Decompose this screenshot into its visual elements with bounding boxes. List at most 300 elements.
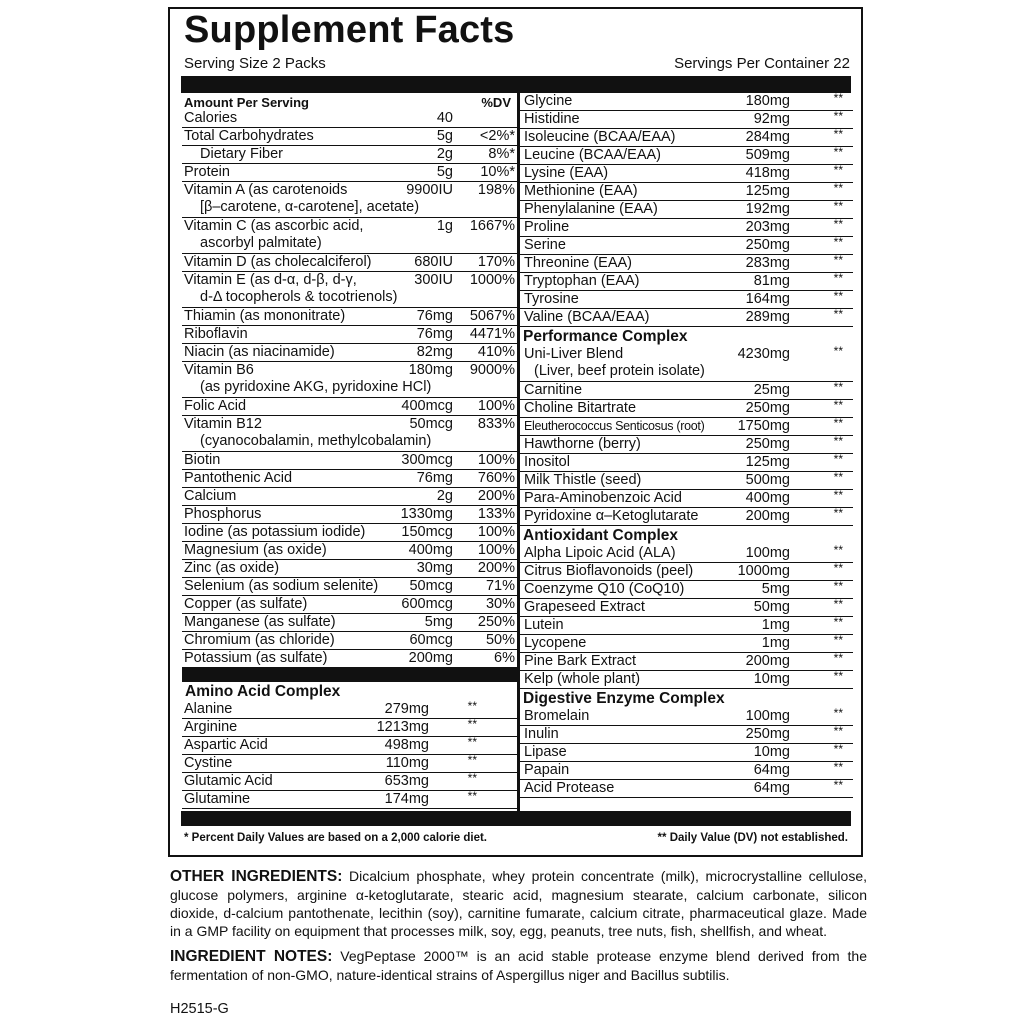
- nutrient-row: [520, 309, 853, 327]
- section-title-performance: [520, 327, 853, 346]
- nutrient-amount: 92mg: [753, 111, 790, 127]
- nutrient-amount: 2g: [436, 146, 453, 162]
- nutrient-dv: **: [833, 633, 843, 647]
- nutrient-row: [520, 183, 853, 201]
- nutrient-name: Proline: [524, 219, 570, 235]
- nutrient-name: Bromelain: [524, 708, 590, 724]
- nutrient-row: [520, 726, 853, 744]
- nutrient-amount: 200mg: [408, 650, 453, 666]
- nutrient-amount: 400mg: [408, 542, 453, 558]
- nutrient-row: [182, 416, 517, 452]
- ingredient-notes-text: VegPeptase 2000™ is an acid stable protease enzyme blend derived from the fermentation of non-GMO, nature-identical strains of Aspergillus niger and Bacillus subtilis.: [170, 948, 867, 983]
- nutrient-amount: 100mg: [745, 708, 790, 724]
- nutrient-row: [520, 545, 853, 563]
- nutrient-dv: 4471%: [469, 326, 515, 342]
- nutrient-dv: **: [833, 199, 843, 213]
- nutrient-dv: **: [467, 789, 477, 803]
- servings-per-container: Servings Per Container 22: [674, 55, 850, 72]
- other-ingredients: [170, 867, 867, 940]
- ingredient-notes-label: INGREDIENT NOTES:: [170, 948, 333, 965]
- nutrient-name: Papain: [524, 762, 570, 778]
- panel-title: Supplement Facts: [184, 9, 515, 51]
- nutrient-row: [182, 506, 517, 524]
- nutrient-dv: 100%: [477, 398, 515, 414]
- nutrient-name: Alpha Lipoic Acid (ALA): [524, 545, 676, 561]
- nutrient-row: [182, 650, 517, 668]
- nutrient-dv: 198%: [477, 182, 515, 198]
- nutrient-dv: **: [833, 91, 843, 105]
- nutrient-dv: 200%: [477, 488, 515, 504]
- section-title-antioxidant: [520, 526, 853, 545]
- nutrient-name: Chromium (as chloride): [184, 632, 335, 648]
- nutrient-name: Glutamine: [184, 791, 251, 807]
- nutrient-amount: 125mg: [745, 454, 790, 470]
- nutrient-row: [520, 219, 853, 237]
- nutrient-row: [520, 581, 853, 599]
- nutrient-dv: **: [833, 127, 843, 141]
- nutrient-row: [182, 632, 517, 650]
- nutrient-row: [520, 472, 853, 490]
- nutrient-name: Lycopene: [524, 635, 587, 651]
- nutrient-amount: 283mg: [745, 255, 790, 271]
- footnote-dv-not-established: ** Daily Value (DV) not established.: [657, 832, 848, 844]
- nutrient-name: Eleutherococcus Senticosus (root): [524, 419, 705, 433]
- nutrient-row: [520, 508, 853, 526]
- nutrient-list: [182, 110, 517, 668]
- nutrient-dv: **: [833, 398, 843, 412]
- nutrient-row: [520, 635, 853, 653]
- nutrient-dv: **: [833, 145, 843, 159]
- nutrient-row: [520, 273, 853, 291]
- nutrient-row: [520, 617, 853, 635]
- nutrient-name: Glycine: [524, 93, 573, 109]
- nutrient-amount: 300IU: [414, 272, 453, 288]
- nutrient-amount: 50mg: [753, 599, 790, 615]
- nutrient-amount: 1330mg: [400, 506, 453, 522]
- nutrient-name: Calcium: [184, 488, 237, 504]
- nutrient-dv: **: [467, 735, 477, 749]
- nutrient-name: Carnitine: [524, 382, 583, 398]
- nutrient-row: [182, 398, 517, 416]
- thick-divider: [181, 811, 851, 826]
- nutrient-dv: 100%: [477, 542, 515, 558]
- nutrient-row: [182, 560, 517, 578]
- nutrient-dv: **: [833, 271, 843, 285]
- nutrient-row: [520, 708, 853, 726]
- nutrient-row: [520, 599, 853, 617]
- nutrient-row: [520, 744, 853, 762]
- nutrient-dv: <2%*: [479, 128, 515, 144]
- nutrient-row: [520, 201, 853, 219]
- nutrient-dv: **: [833, 217, 843, 231]
- nutrient-row: [182, 524, 517, 542]
- nutrient-amount: 203mg: [745, 219, 790, 235]
- nutrient-dv: **: [833, 579, 843, 593]
- nutrient-name: Niacin (as niacinamide): [184, 344, 335, 360]
- nutrient-dv: 9000%: [469, 362, 515, 378]
- nutrient-name: Threonine (EAA): [524, 255, 632, 271]
- nutrient-dv: **: [833, 597, 843, 611]
- nutrient-dv: **: [833, 561, 843, 575]
- section-title-digestive: [520, 689, 853, 708]
- nutrient-row: [182, 470, 517, 488]
- nutrient-name: Folic Acid: [184, 398, 247, 414]
- nutrient-dv: **: [833, 181, 843, 195]
- nutrient-subtext: (cyanocobalamin, methylcobalamin): [200, 433, 432, 449]
- nutrient-dv: **: [467, 771, 477, 785]
- nutrient-row: [520, 129, 853, 147]
- nutrient-name: Pyridoxine α–Ketoglutarate: [524, 508, 699, 524]
- nutrient-row: [520, 653, 853, 671]
- nutrient-amount: 1000mg: [737, 563, 790, 579]
- nutrient-dv: **: [833, 742, 843, 756]
- nutrient-amount: 284mg: [745, 129, 790, 145]
- nutrient-amount: 64mg: [753, 762, 790, 778]
- nutrient-amount: 279mg: [384, 701, 429, 717]
- nutrient-amount: 125mg: [745, 183, 790, 199]
- dv-header-label: %DV: [481, 95, 511, 110]
- footnote-percent-dv: * Percent Daily Values are based on a 2,000 calorie diet.: [184, 832, 487, 844]
- section-title-text: Digestive Enzyme Complex: [523, 690, 725, 707]
- nutrient-name: Glutamic Acid: [184, 773, 273, 789]
- nutrient-amount: 5g: [436, 128, 453, 144]
- nutrient-dv: 5067%: [469, 308, 515, 324]
- serving-size: Serving Size 2 Packs: [184, 55, 326, 72]
- nutrient-row: [182, 146, 517, 164]
- nutrient-row: [182, 308, 517, 326]
- nutrient-amount: 500mg: [745, 472, 790, 488]
- nutrient-row: [182, 218, 517, 254]
- nutrient-name: Zinc (as oxide): [184, 560, 280, 576]
- nutrient-amount: 174mg: [384, 791, 429, 807]
- nutrient-name: Acid Protease: [524, 780, 615, 796]
- nutrient-amount: 64mg: [753, 780, 790, 796]
- nutrient-dv: **: [833, 543, 843, 557]
- nutrient-dv: **: [833, 651, 843, 665]
- nutrient-amount: 76mg: [416, 326, 453, 342]
- nutrient-name: Potassium (as sulfate): [184, 650, 328, 666]
- left-column: [182, 93, 517, 809]
- nutrient-amount: 5mg: [761, 581, 790, 597]
- nutrient-row: [182, 542, 517, 560]
- nutrient-row: [520, 291, 853, 309]
- nutrient-amount: 50mcg: [409, 578, 453, 594]
- supplement-facts-panel: [168, 7, 863, 857]
- thick-divider: [181, 76, 851, 93]
- nutrient-dv: 6%: [494, 650, 515, 666]
- nutrient-name: Isoleucine (BCAA/EAA): [524, 129, 676, 145]
- nutrient-row: [520, 436, 853, 454]
- nutrient-row: [182, 488, 517, 506]
- nutrient-dv: **: [833, 724, 843, 738]
- nutrient-dv: **: [833, 760, 843, 774]
- nutrient-name: Arginine: [184, 719, 238, 735]
- nutrient-dv: **: [467, 753, 477, 767]
- right-column: [520, 93, 853, 798]
- nutrient-row: [520, 780, 853, 798]
- nutrient-name: Dietary Fiber: [200, 146, 283, 162]
- nutrient-dv: 100%: [477, 524, 515, 540]
- nutrient-amount: 200mg: [745, 653, 790, 669]
- nutrient-dv: 133%: [477, 506, 515, 522]
- nutrient-dv: 200%: [477, 560, 515, 576]
- nutrient-row: [520, 382, 853, 400]
- nutrient-dv: **: [833, 669, 843, 683]
- amount-per-serving-label: Amount Per Serving: [184, 95, 309, 110]
- section-title-text: Antioxidant Complex: [523, 527, 679, 544]
- nutrient-name: Milk Thistle (seed): [524, 472, 642, 488]
- nutrient-amount: 509mg: [745, 147, 790, 163]
- nutrient-amount: 76mg: [416, 308, 453, 324]
- nutrient-name: Calories: [184, 110, 238, 126]
- nutrient-name: Vitamin B6: [184, 362, 254, 378]
- nutrient-name: Pine Bark Extract: [524, 653, 637, 669]
- digestive-list: [520, 708, 853, 798]
- nutrient-row: [182, 596, 517, 614]
- nutrient-name: Lutein: [524, 617, 564, 633]
- nutrient-dv: **: [833, 416, 843, 430]
- nutrient-subtext: d-Δ tocopherols & tocotrienols): [200, 289, 398, 305]
- nutrient-row: [520, 762, 853, 780]
- other-ingredients-label: OTHER INGREDIENTS:: [170, 868, 343, 885]
- nutrient-row: [182, 791, 517, 809]
- nutrient-dv: 250%: [477, 614, 515, 630]
- nutrient-name: Cystine: [184, 755, 233, 771]
- nutrient-amount: 250mg: [745, 436, 790, 452]
- nutrient-dv: **: [833, 109, 843, 123]
- nutrient-amount: 164mg: [745, 291, 790, 307]
- nutrient-amount: 192mg: [745, 201, 790, 217]
- nutrient-amount: 250mg: [745, 726, 790, 742]
- nutrient-amount: 9900IU: [406, 182, 453, 198]
- nutrient-amount: 1750mg: [737, 418, 790, 434]
- nutrient-row: [520, 563, 853, 581]
- nutrient-row: [182, 578, 517, 596]
- nutrient-name: Phenylalanine (EAA): [524, 201, 658, 217]
- nutrient-dv: **: [833, 163, 843, 177]
- nutrient-name: Kelp (whole plant): [524, 671, 641, 687]
- nutrient-amount: 250mg: [745, 400, 790, 416]
- nutrient-dv: **: [833, 452, 843, 466]
- nutrient-amount: 418mg: [745, 165, 790, 181]
- nutrient-dv: 100%: [477, 452, 515, 468]
- nutrient-dv: **: [833, 235, 843, 249]
- nutrient-amount: 76mg: [416, 470, 453, 486]
- nutrient-name: Uni-Liver Blend: [524, 346, 624, 362]
- nutrient-name: Grapeseed Extract: [524, 599, 645, 615]
- nutrient-dv: **: [467, 699, 477, 713]
- nutrient-name: Pantothenic Acid: [184, 470, 293, 486]
- nutrient-row: [520, 454, 853, 472]
- nutrient-name: Total Carbohydrates: [184, 128, 314, 144]
- nutrient-dv: **: [833, 289, 843, 303]
- nutrient-dv: 1000%: [469, 272, 515, 288]
- nutrient-amount: 5g: [436, 164, 453, 180]
- nutrient-row: [182, 614, 517, 632]
- nutrient-row: [182, 326, 517, 344]
- nutrient-dv: **: [833, 615, 843, 629]
- nutrient-subtext: ascorbyl palmitate): [200, 235, 322, 251]
- nutrient-amount: 600mcg: [401, 596, 453, 612]
- amount-header: [182, 93, 517, 110]
- nutrient-row: [182, 164, 517, 182]
- nutrient-dv: 30%: [485, 596, 515, 612]
- nutrient-row: [182, 128, 517, 146]
- nutrient-row: [182, 452, 517, 470]
- nutrient-row: [520, 93, 853, 111]
- other-ingredients-text: Dicalcium phosphate, whey protein concentrate (milk), microcrystalline cellulose, glucose polymers, arginine α-ketoglutarate, stearic acid, magnesium stearate, calcium carbonate, silicon dioxide, d-calcium pantothenate, lecithin (soy), carnitine fumarate, calcium citrate, pharmaceutical glaze. Made in a GMP facility on equipment that processes milk, soy, egg, peanuts, tree nuts, fish, shellfish, and wheat.: [170, 868, 867, 939]
- nutrient-dv: **: [833, 380, 843, 394]
- nutrient-row: [520, 165, 853, 183]
- nutrient-dv: **: [467, 717, 477, 731]
- nutrient-amount: 180mg: [745, 93, 790, 109]
- nutrient-amount: 4230mg: [737, 346, 790, 362]
- nutrient-amount: 680IU: [414, 254, 453, 270]
- nutrient-dv: **: [833, 344, 843, 358]
- nutrient-dv: 71%: [485, 578, 515, 594]
- nutrient-amount: 400mg: [745, 490, 790, 506]
- nutrient-row: [520, 147, 853, 165]
- nutrient-amount: 400mcg: [401, 398, 453, 414]
- nutrient-dv: 8%*: [488, 146, 515, 162]
- nutrient-name: Valine (BCAA/EAA): [524, 309, 650, 325]
- nutrient-name: Serine: [524, 237, 566, 253]
- nutrient-amount: 1g: [436, 218, 453, 234]
- nutrient-name: Methionine (EAA): [524, 183, 638, 199]
- nutrient-amount: 25mg: [753, 382, 790, 398]
- nutrient-dv: 10%*: [480, 164, 515, 180]
- nutrient-row: [520, 237, 853, 255]
- nutrient-dv: **: [833, 253, 843, 267]
- nutrient-amount: 498mg: [384, 737, 429, 753]
- nutrient-row: [520, 111, 853, 129]
- performance-list: [520, 346, 853, 526]
- nutrient-amount: 289mg: [745, 309, 790, 325]
- nutrient-dv: **: [833, 307, 843, 321]
- nutrient-name: Vitamin A (as carotenoids: [184, 182, 348, 198]
- nutrient-amount: 5mg: [424, 614, 453, 630]
- nutrient-amount: 110mg: [385, 755, 429, 771]
- nutrient-amount: 30mg: [416, 560, 453, 576]
- nutrient-amount: 200mg: [745, 508, 790, 524]
- nutrient-row: [520, 671, 853, 689]
- nutrient-row: [182, 254, 517, 272]
- nutrient-name: Tyrosine: [524, 291, 579, 307]
- nutrient-name: Thiamin (as mononitrate): [184, 308, 346, 324]
- nutrient-dv: **: [833, 470, 843, 484]
- nutrient-name: Iodine (as potassium iodide): [184, 524, 366, 540]
- nutrient-name: Vitamin D (as cholecalciferol): [184, 254, 372, 270]
- nutrient-subtext: (as pyridoxine AKG, pyridoxine HCl): [200, 379, 432, 395]
- nutrient-dv: 760%: [477, 470, 515, 486]
- nutrient-dv: 1667%: [469, 218, 515, 234]
- nutrient-name: Alanine: [184, 701, 233, 717]
- nutrient-name: Para-Aminobenzoic Acid: [524, 490, 682, 506]
- nutrient-amount: 10mg: [753, 671, 790, 687]
- nutrient-name: Vitamin C (as ascorbic acid,: [184, 218, 364, 234]
- nutrient-name: Inositol: [524, 454, 570, 470]
- nutrient-amount: 1mg: [761, 617, 790, 633]
- antioxidant-list: [520, 545, 853, 689]
- nutrient-amount: 100mg: [745, 545, 790, 561]
- nutrient-row: [182, 182, 517, 218]
- nutrient-name: Riboflavin: [184, 326, 248, 342]
- thick-divider: [182, 668, 517, 682]
- amino-list-continued: [520, 93, 853, 327]
- nutrient-name: Coenzyme Q10 (CoQ10): [524, 581, 685, 597]
- nutrient-amount: 60mcg: [409, 632, 453, 648]
- nutrient-amount: 82mg: [416, 344, 453, 360]
- nutrient-amount: 50mcg: [409, 416, 453, 432]
- nutrient-name: Inulin: [524, 726, 559, 742]
- section-title-text: Performance Complex: [523, 328, 688, 345]
- nutrient-name: Magnesium (as oxide): [184, 542, 327, 558]
- nutrient-row: [520, 400, 853, 418]
- nutrient-amount: 250mg: [745, 237, 790, 253]
- nutrient-row: [520, 346, 853, 382]
- nutrient-name: Hawthorne (berry): [524, 436, 641, 452]
- nutrient-name: Tryptophan (EAA): [524, 273, 640, 289]
- nutrient-name: Lipase: [524, 744, 567, 760]
- nutrient-name: Leucine (BCAA/EAA): [524, 147, 662, 163]
- nutrient-name: Vitamin B12: [184, 416, 262, 432]
- nutrient-amount: 2g: [436, 488, 453, 504]
- nutrient-subtext: (Liver, beef protein isolate): [534, 363, 705, 379]
- nutrient-subtext: [β–carotene, α-carotene], acetate): [200, 199, 420, 215]
- nutrient-row: [182, 362, 517, 398]
- nutrient-dv: 833%: [477, 416, 515, 432]
- nutrient-dv: **: [833, 434, 843, 448]
- nutrient-name: Biotin: [184, 452, 221, 468]
- nutrient-name: Vitamin E (as d-α, d-β, d-γ,: [184, 272, 357, 288]
- nutrient-name: Lysine (EAA): [524, 165, 609, 181]
- nutrient-dv: **: [833, 706, 843, 720]
- nutrient-dv: 410%: [477, 344, 515, 360]
- nutrient-row: [182, 110, 517, 128]
- nutrient-dv: 170%: [477, 254, 515, 270]
- nutrient-name: Histidine: [524, 111, 580, 127]
- nutrient-dv: **: [833, 778, 843, 792]
- nutrient-amount: 1mg: [761, 635, 790, 651]
- nutrient-name: Choline Bitartrate: [524, 400, 637, 416]
- nutrient-amount: 40: [436, 110, 453, 126]
- nutrient-name: Protein: [184, 164, 230, 180]
- nutrient-amount: 81mg: [753, 273, 790, 289]
- nutrient-name: Phosphorus: [184, 506, 262, 522]
- product-code: H2515-G: [170, 1001, 229, 1017]
- nutrient-row: [520, 255, 853, 273]
- nutrient-amount: 10mg: [753, 744, 790, 760]
- nutrient-dv: 50%: [485, 632, 515, 648]
- nutrient-name: Aspartic Acid: [184, 737, 268, 753]
- nutrient-amount: 653mg: [384, 773, 429, 789]
- section-title-text: Amino Acid Complex: [185, 683, 341, 700]
- amino-list: [182, 701, 517, 809]
- nutrient-name: Selenium (as sodium selenite): [184, 578, 379, 594]
- nutrient-amount: 150mcg: [401, 524, 453, 540]
- nutrient-row: [182, 272, 517, 308]
- nutrient-row: [520, 490, 853, 508]
- ingredient-notes: [170, 947, 867, 984]
- nutrient-name: Citrus Bioflavonoids (peel): [524, 563, 694, 579]
- nutrient-dv: **: [833, 488, 843, 502]
- nutrient-amount: 300mcg: [401, 452, 453, 468]
- nutrient-row: [182, 344, 517, 362]
- nutrient-amount: 180mg: [408, 362, 453, 378]
- nutrient-dv: **: [833, 506, 843, 520]
- nutrient-name: Copper (as sulfate): [184, 596, 308, 612]
- nutrient-name: Manganese (as sulfate): [184, 614, 336, 630]
